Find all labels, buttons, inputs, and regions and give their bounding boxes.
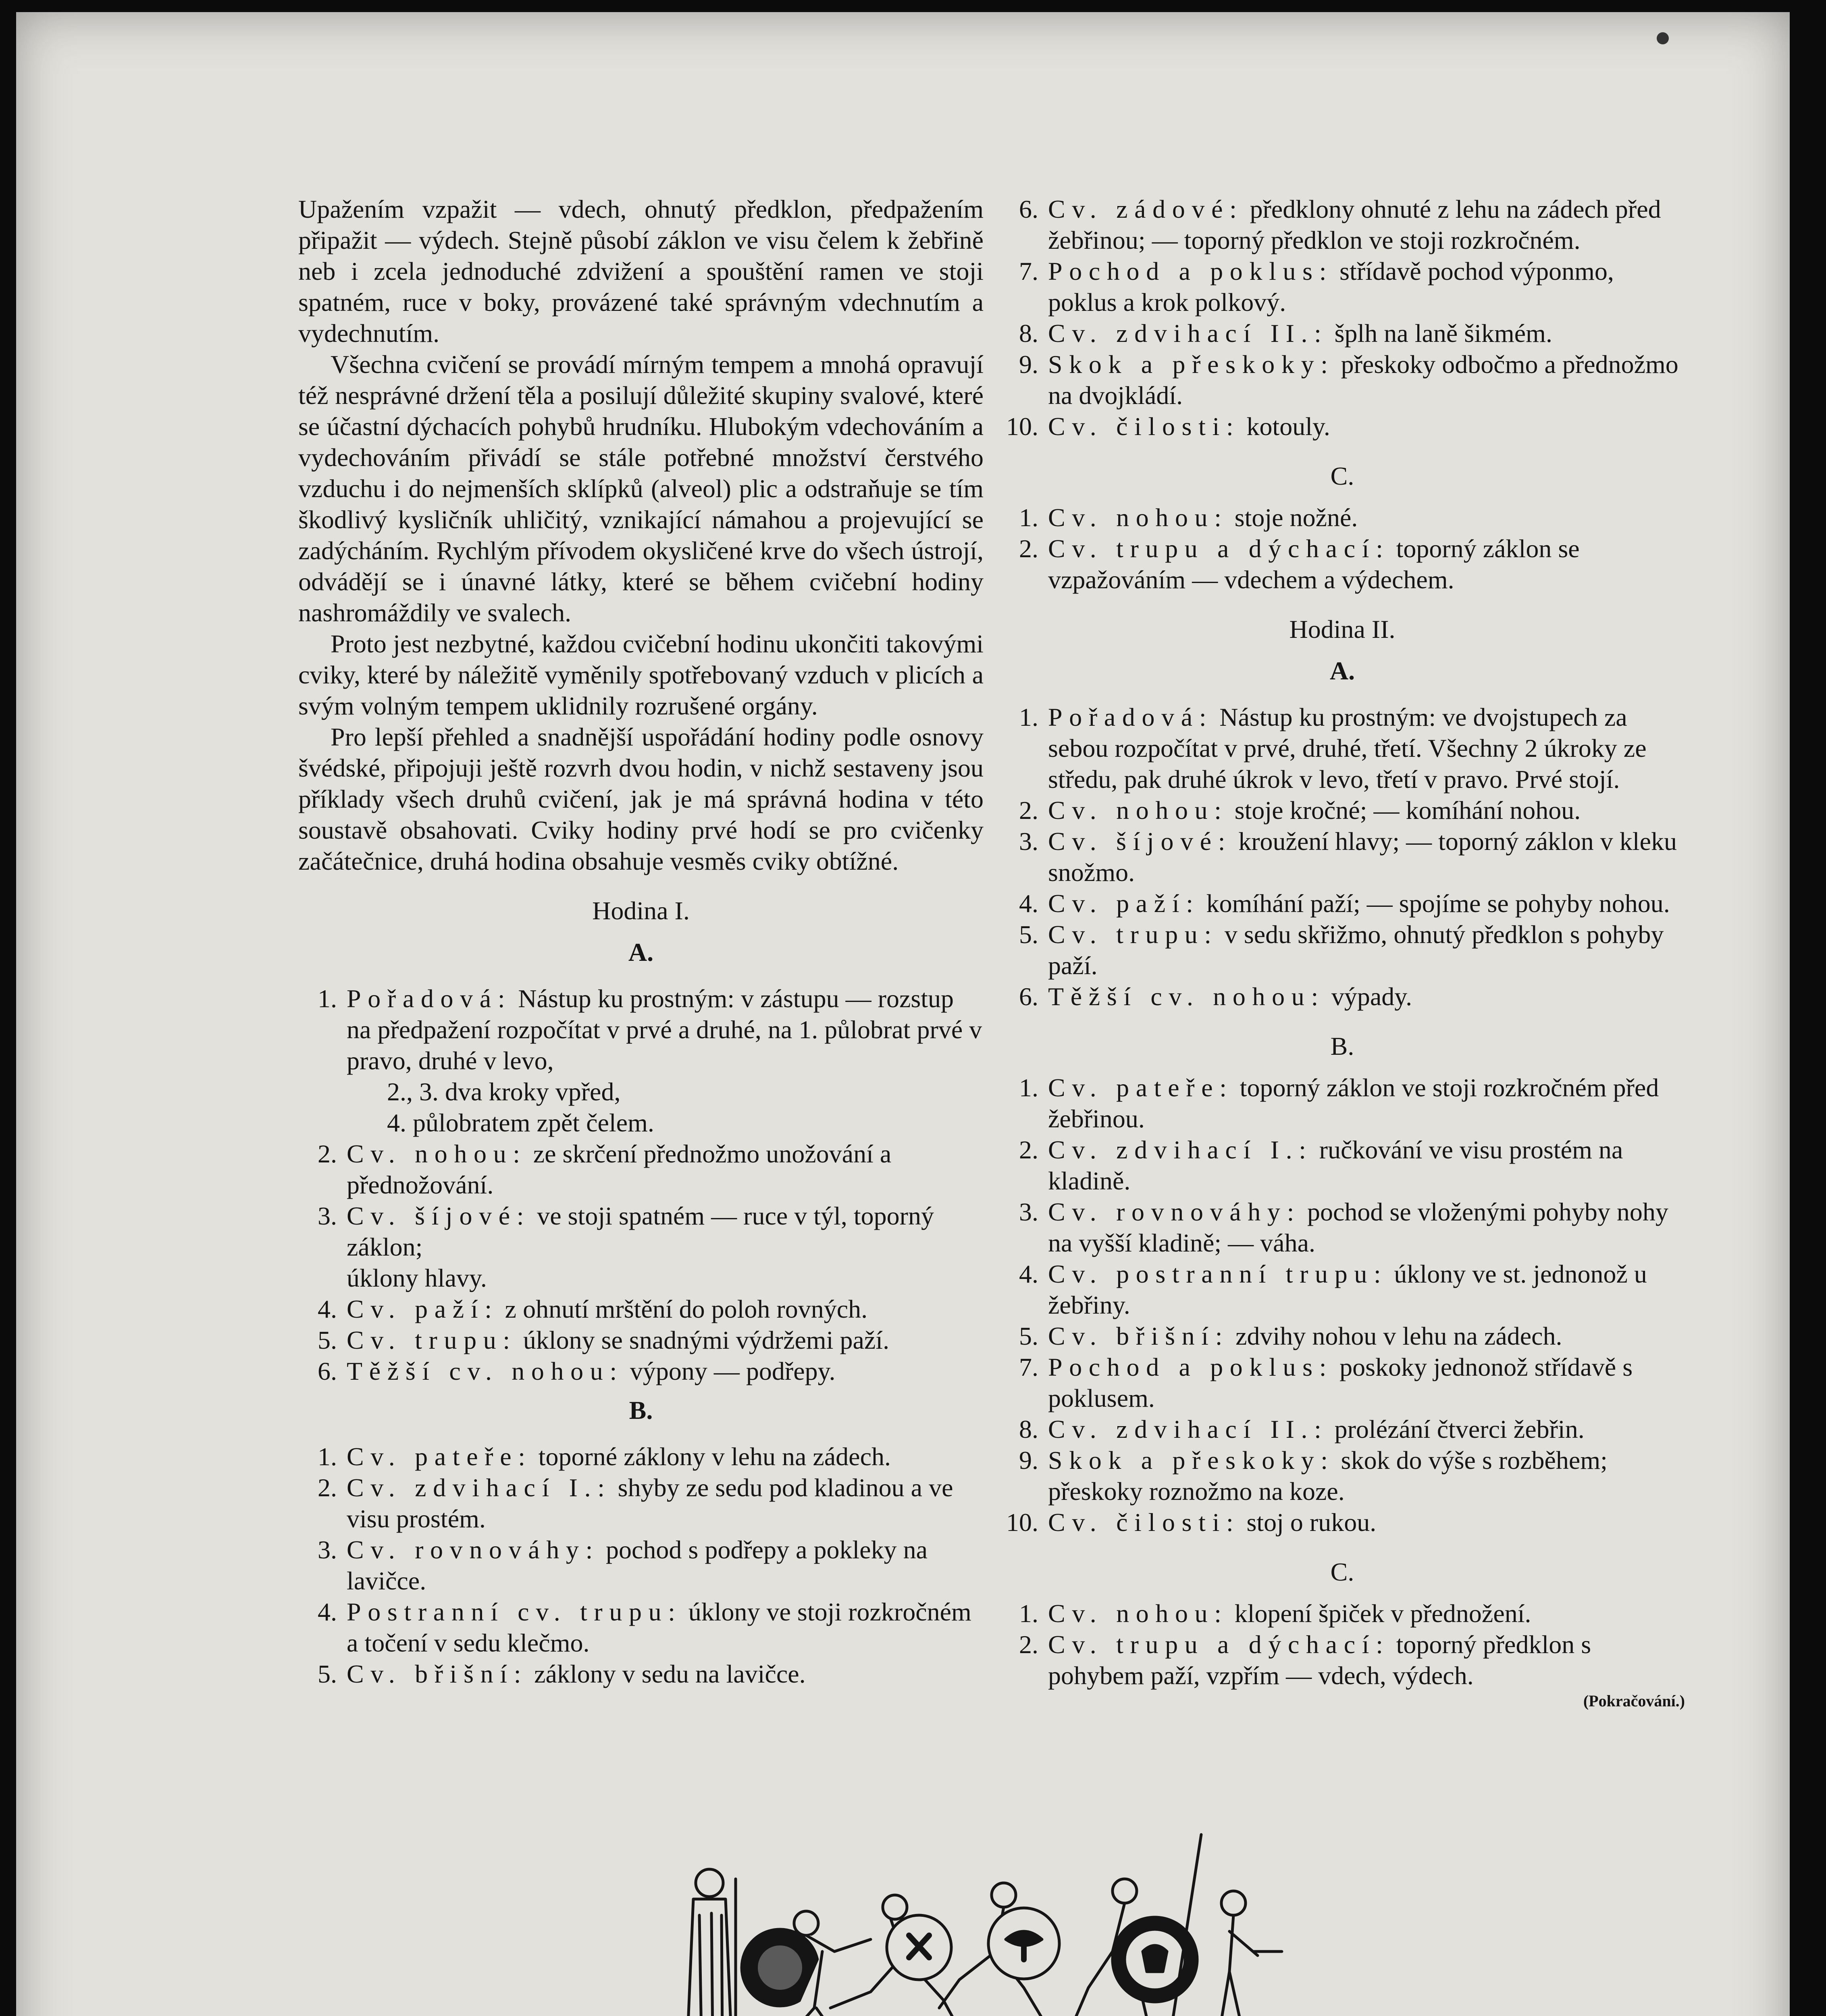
exercise-name: Těžší cv. nohou: xyxy=(347,1357,624,1385)
item-number: 3. xyxy=(318,1202,337,1230)
item-number: 5. xyxy=(318,1326,337,1354)
item-number: 3. xyxy=(1019,1198,1038,1226)
exercise-text: úklony se snadnými výdržemi paží. xyxy=(523,1326,890,1354)
exercise-text: pochod s podřepy a poklekу na lavičce. xyxy=(347,1535,928,1595)
list-item xyxy=(298,1658,984,1689)
item-number: 10. xyxy=(1006,1508,1038,1537)
exercise-text: Nástup ku prostným: v zástupu — rozstup na předpažení rozpočítat v prvé a druhé, na 1. půlobrat prvé v pravo, druhé v levo, xyxy=(347,984,982,1075)
list-item xyxy=(298,1534,984,1596)
item-number: 9. xyxy=(1019,1446,1038,1475)
exercise-name: Cv. čilosti: xyxy=(1048,1508,1240,1537)
item-number: 1. xyxy=(1019,1599,1038,1628)
subsection-heading-c: C. xyxy=(1330,1558,1354,1586)
sub-line: 4. půlobratem zpět čelem. xyxy=(387,1108,654,1137)
exercise-name: Cv. břišní: xyxy=(1048,1322,1229,1350)
section-heading-hodina-1: Hodina I. xyxy=(592,896,690,925)
exercise-name: Cv. čilosti: xyxy=(1048,412,1240,441)
list-item xyxy=(1000,1320,1685,1352)
exercise-text: střídavě pochod výponmo, poklus a krok polkový. xyxy=(1048,257,1614,317)
exercise-text: výpady. xyxy=(1331,982,1412,1011)
exercise-text: toporné záklony v lehu na zádech. xyxy=(538,1442,891,1471)
exercise-text: v sedu skřižmo, ohnutý předklon s pohyby paží. xyxy=(1048,920,1664,980)
item-number: 2. xyxy=(1019,534,1038,563)
item-number: 8. xyxy=(1019,1415,1038,1443)
greek-warriors-frieze-illustration xyxy=(661,1818,1338,2016)
list-item xyxy=(1000,919,1685,981)
list-item xyxy=(1000,1352,1685,1414)
list-item xyxy=(1000,795,1685,826)
exercise-text: úklony ve stoji rozkročném a točení v sedu klečmo. xyxy=(347,1597,971,1657)
exercise-name: Cv. zádové: xyxy=(1048,195,1244,223)
list-item xyxy=(298,1441,984,1472)
list-item xyxy=(1000,318,1685,349)
item-number: 6. xyxy=(1019,195,1038,223)
exercise-text: záklony v sedu na lavičce. xyxy=(534,1660,806,1688)
exercise-name: Postranní cv. trupu: xyxy=(347,1597,682,1626)
item-number: 2. xyxy=(1019,1630,1038,1659)
exercise-name: Cv. trupu: xyxy=(1048,920,1218,949)
list-item xyxy=(1000,1072,1685,1134)
exercise-name: Těžší cv. nohou: xyxy=(1048,982,1325,1011)
exercise-text: ručkování ve visu prostém na kladině. xyxy=(1048,1135,1623,1195)
exercise-text: pochod se vloženými pohyby nohy na vyšší kladině; — váha. xyxy=(1048,1198,1668,1257)
list-item xyxy=(298,1596,984,1658)
item-number: 4. xyxy=(1019,1260,1038,1288)
right-column xyxy=(1000,194,1685,1711)
exercise-text: komíhání paží; — spojíme se pohyby nohou. xyxy=(1206,889,1670,918)
item-number: 10. xyxy=(1006,412,1038,441)
exercise-name: Cv. postranní trupu: xyxy=(1048,1260,1388,1288)
list-item xyxy=(298,1472,984,1534)
exercise-name: Cv. pateře: xyxy=(347,1442,532,1471)
sub-line: 2., 3. dva kroky vpřed, xyxy=(387,1077,621,1106)
exercise-name: Pořadová: xyxy=(347,984,512,1013)
exercise-text: stoj o rukou. xyxy=(1246,1508,1377,1537)
exercise-name: Skok a přeskoky: xyxy=(1048,350,1335,379)
exercise-name: Cv. břišní: xyxy=(347,1660,528,1688)
item-number: 5. xyxy=(318,1660,337,1688)
exercise-text: klopení špiček v přednožení. xyxy=(1234,1599,1531,1628)
list-item xyxy=(1000,1258,1685,1320)
left-column xyxy=(298,194,984,1689)
list-item xyxy=(1000,349,1685,411)
exercise-text: přeskoky odbočmo a přednožmo na dvojkládí. xyxy=(1048,350,1678,410)
exercise-text: shyby ze sedu pod kladinou a ve visu prostém. xyxy=(347,1473,953,1533)
list-item xyxy=(1000,981,1685,1012)
list-item xyxy=(1000,1507,1685,1538)
exercise-name: Cv. trupu a dýchací: xyxy=(1048,1630,1390,1659)
exercise-text: výpony — podřepy. xyxy=(630,1357,836,1385)
scan-speck xyxy=(1657,32,1669,44)
subsection-heading-b: B. xyxy=(629,1396,653,1425)
exercise-name: Pochod a poklus: xyxy=(1048,257,1333,285)
continuation-note: (Pokračování.) xyxy=(1583,1692,1685,1710)
exercise-text: poskoky jednonož střídavě s poklusem. xyxy=(1048,1353,1633,1412)
list-item xyxy=(298,1138,984,1200)
paragraph: Proto jest nezbytné, každou cvičební hodinu ukončiti takovými cviky, které by náležitě vyměnily spotřebovaný vzduch v plicích a svým volným tempem uklidnily rozrušené orgány. xyxy=(298,629,984,720)
list-item xyxy=(298,1200,984,1262)
exercise-name: Cv. paží: xyxy=(347,1295,499,1323)
item-number: 3. xyxy=(318,1535,337,1564)
item-number: 6. xyxy=(318,1357,337,1385)
exercise-text: šplh na laně šikmém. xyxy=(1334,319,1552,348)
exercise-text: ze skrčení přednožmo unožování a přednožování. xyxy=(347,1139,892,1199)
item-number: 4. xyxy=(318,1597,337,1626)
exercise-name: Pořadová: xyxy=(1048,703,1213,731)
exercise-text: kotouly. xyxy=(1246,412,1330,441)
item-number: 7. xyxy=(1019,257,1038,285)
list-item xyxy=(1000,533,1685,595)
list-item xyxy=(1000,702,1685,795)
exercise-text: prolézání čtverci žebřin. xyxy=(1334,1415,1585,1443)
item-number: 2. xyxy=(318,1139,337,1168)
item-number: 1. xyxy=(1019,1073,1038,1102)
item-number: 2. xyxy=(318,1473,337,1502)
exercise-name: Cv. trupu a dýchací: xyxy=(1048,534,1390,563)
list-item xyxy=(1000,826,1685,888)
item-number: 3. xyxy=(1019,827,1038,856)
list-item xyxy=(1000,194,1685,256)
item-number: 5. xyxy=(1019,920,1038,949)
exercise-text: Nástup ku prostným: ve dvojstupech za sebou rozpočítat v prvé, druhé, třetí. Všechny 2 úkroky ze středu, pak druhé úkrok v levo, třetí v pravo. Prvé stojí. xyxy=(1048,703,1647,793)
exercise-name: Cv. zdvihací I.: xyxy=(1048,1135,1313,1164)
subsection-heading-a: A. xyxy=(1329,656,1355,685)
exercise-name: Cv. paží: xyxy=(1048,889,1200,918)
page-sheet xyxy=(16,12,1790,2016)
item-number: 2. xyxy=(1019,1135,1038,1164)
item-number: 1. xyxy=(318,1442,337,1471)
list-item xyxy=(298,1293,984,1325)
exercise-name: Cv. rovnováhy: xyxy=(347,1535,599,1564)
list-item xyxy=(298,983,984,1076)
list-item xyxy=(1000,1598,1685,1629)
exercise-name: Cv. rovnováhy: xyxy=(1048,1198,1301,1226)
paragraph: Pro lepší přehled a snadnější uspořádání hodiny podle osnovy švédské, připojuji ještě rozvrh dvou hodin, v nichž sestaveny jsou příklady všech druhů cvičení, jak je má správná hodina v této soustavě obsahovati. Cviky hodiny prvé hodí se pro cvičenky začátečnice, druhá hodina obsahuje vesměs cviky obtížné. xyxy=(298,723,984,875)
item-number: 1. xyxy=(1019,703,1038,731)
subsection-heading-a: A. xyxy=(628,938,654,966)
exercise-name: Pochod a poklus: xyxy=(1048,1353,1333,1381)
list-item xyxy=(298,1325,984,1356)
list-item xyxy=(1000,256,1685,318)
item-number: 4. xyxy=(318,1295,337,1323)
exercise-text: předklony ohnuté z lehu na zádech před žebřinou; — toporný předklon ve stoji rozkročném. xyxy=(1048,195,1661,254)
exercise-text: toporný předklon s pohybem paží, vzpřím — vdech, výdech. xyxy=(1048,1630,1591,1690)
exercise-text: toporný záklon ve stoji rozkročném před žebřinou. xyxy=(1048,1073,1659,1133)
exercise-name: Cv. šíjové: xyxy=(1048,827,1232,856)
exercise-text: z ohnutí mrštění do poloh rovných. xyxy=(505,1295,868,1323)
item-number: 4. xyxy=(1019,889,1038,918)
exercise-text: toporný záklon se vzpažováním — vdechem a výdechem. xyxy=(1048,534,1580,594)
exercise-name: Cv. zdvihací I.: xyxy=(347,1473,611,1502)
exercise-name: Cv. zdvihací II.: xyxy=(1048,1415,1328,1443)
subsection-heading-b: B. xyxy=(1330,1032,1354,1060)
list-item xyxy=(1000,1414,1685,1445)
list-item xyxy=(1000,1629,1685,1691)
exercise-name: Skok a přeskoky: xyxy=(1048,1446,1335,1475)
paragraph: Všechna cvičení se provádí mírným tempem a mnohá opravují též nesprávné držení těla a posilují důležité skupiny svalové, které se účastní dýchacích pohybů hrudníku. Hlubokým vdechováním a vydechováním přivádí se stále potřebné množství čerstvého vzduchu i do nejmenších sklípků (alveol) plic a odstraňuje se tím škodlivý kysličník uhličitý, vznikající námahou a projevující se zadýcháním. Rychlým přívodem okysličené krve do všech ústrojí, odvádějí se i únavné látky, které se během cvičební hodiny nashromáždily ve svalech. xyxy=(298,350,984,627)
exercise-text: stoje kročné; — komíhání nohou. xyxy=(1234,796,1581,825)
exercise-text: ve stoji spatném — ruce v týl, toporný záklon; xyxy=(347,1202,934,1261)
list-item xyxy=(1000,502,1685,533)
list-item xyxy=(1000,1134,1685,1196)
item-number: 8. xyxy=(1019,319,1038,348)
exercise-text: stoje nožné. xyxy=(1234,503,1358,532)
list-item xyxy=(1000,411,1685,442)
exercise-name: Cv. zdvihací II.: xyxy=(1048,319,1328,348)
item-number: 2. xyxy=(1019,796,1038,825)
subsection-heading-c: C. xyxy=(1330,462,1354,490)
item-number: 5. xyxy=(1019,1322,1038,1350)
exercise-name: Cv. šíjové: xyxy=(347,1202,531,1230)
exercise-name: Cv. pateře: xyxy=(1048,1073,1233,1102)
exercise-text: skok do výše s rozběhem; přeskoky roznožmo na koze. xyxy=(1048,1446,1608,1506)
item-number: 9. xyxy=(1019,350,1038,379)
exercise-name: Cv. nohou: xyxy=(1048,503,1228,532)
exercise-text: zdvihy nohou v lehu na zádech. xyxy=(1235,1322,1562,1350)
paragraph: Upažením vzpažit — vdech, ohnutý předklon, předpažením připažit — výdech. Stejně působí záklon ve visu čelem k žebřině neb i zcela jednoduché zdvižení a spouštění ramen ve stoji spatném, ruce v boky, provázené také správným vdechnutím a vydechnutím. xyxy=(298,195,984,348)
item-number: 7. xyxy=(1019,1353,1038,1381)
exercise-name: Cv. nohou: xyxy=(1048,796,1228,825)
item-number: 6. xyxy=(1019,982,1038,1011)
list-item xyxy=(1000,1196,1685,1258)
item-number: 1. xyxy=(1019,503,1038,532)
exercise-text: kroužení hlavy; — toporný záklon v kleku snožmo. xyxy=(1048,827,1677,887)
exercise-text: úklony ve st. jednonož u žebřiny. xyxy=(1048,1260,1647,1319)
list-item xyxy=(1000,888,1685,919)
exercise-name: Cv. trupu: xyxy=(347,1326,517,1354)
item-number: 1. xyxy=(318,984,337,1013)
list-item xyxy=(298,1356,984,1387)
section-heading-hodina-2: Hodina II. xyxy=(1289,615,1395,644)
sub-line: úklony hlavy. xyxy=(347,1264,487,1292)
exercise-name: Cv. nohou: xyxy=(1048,1599,1228,1628)
list-item xyxy=(1000,1445,1685,1507)
exercise-name: Cv. nohou: xyxy=(347,1139,527,1168)
